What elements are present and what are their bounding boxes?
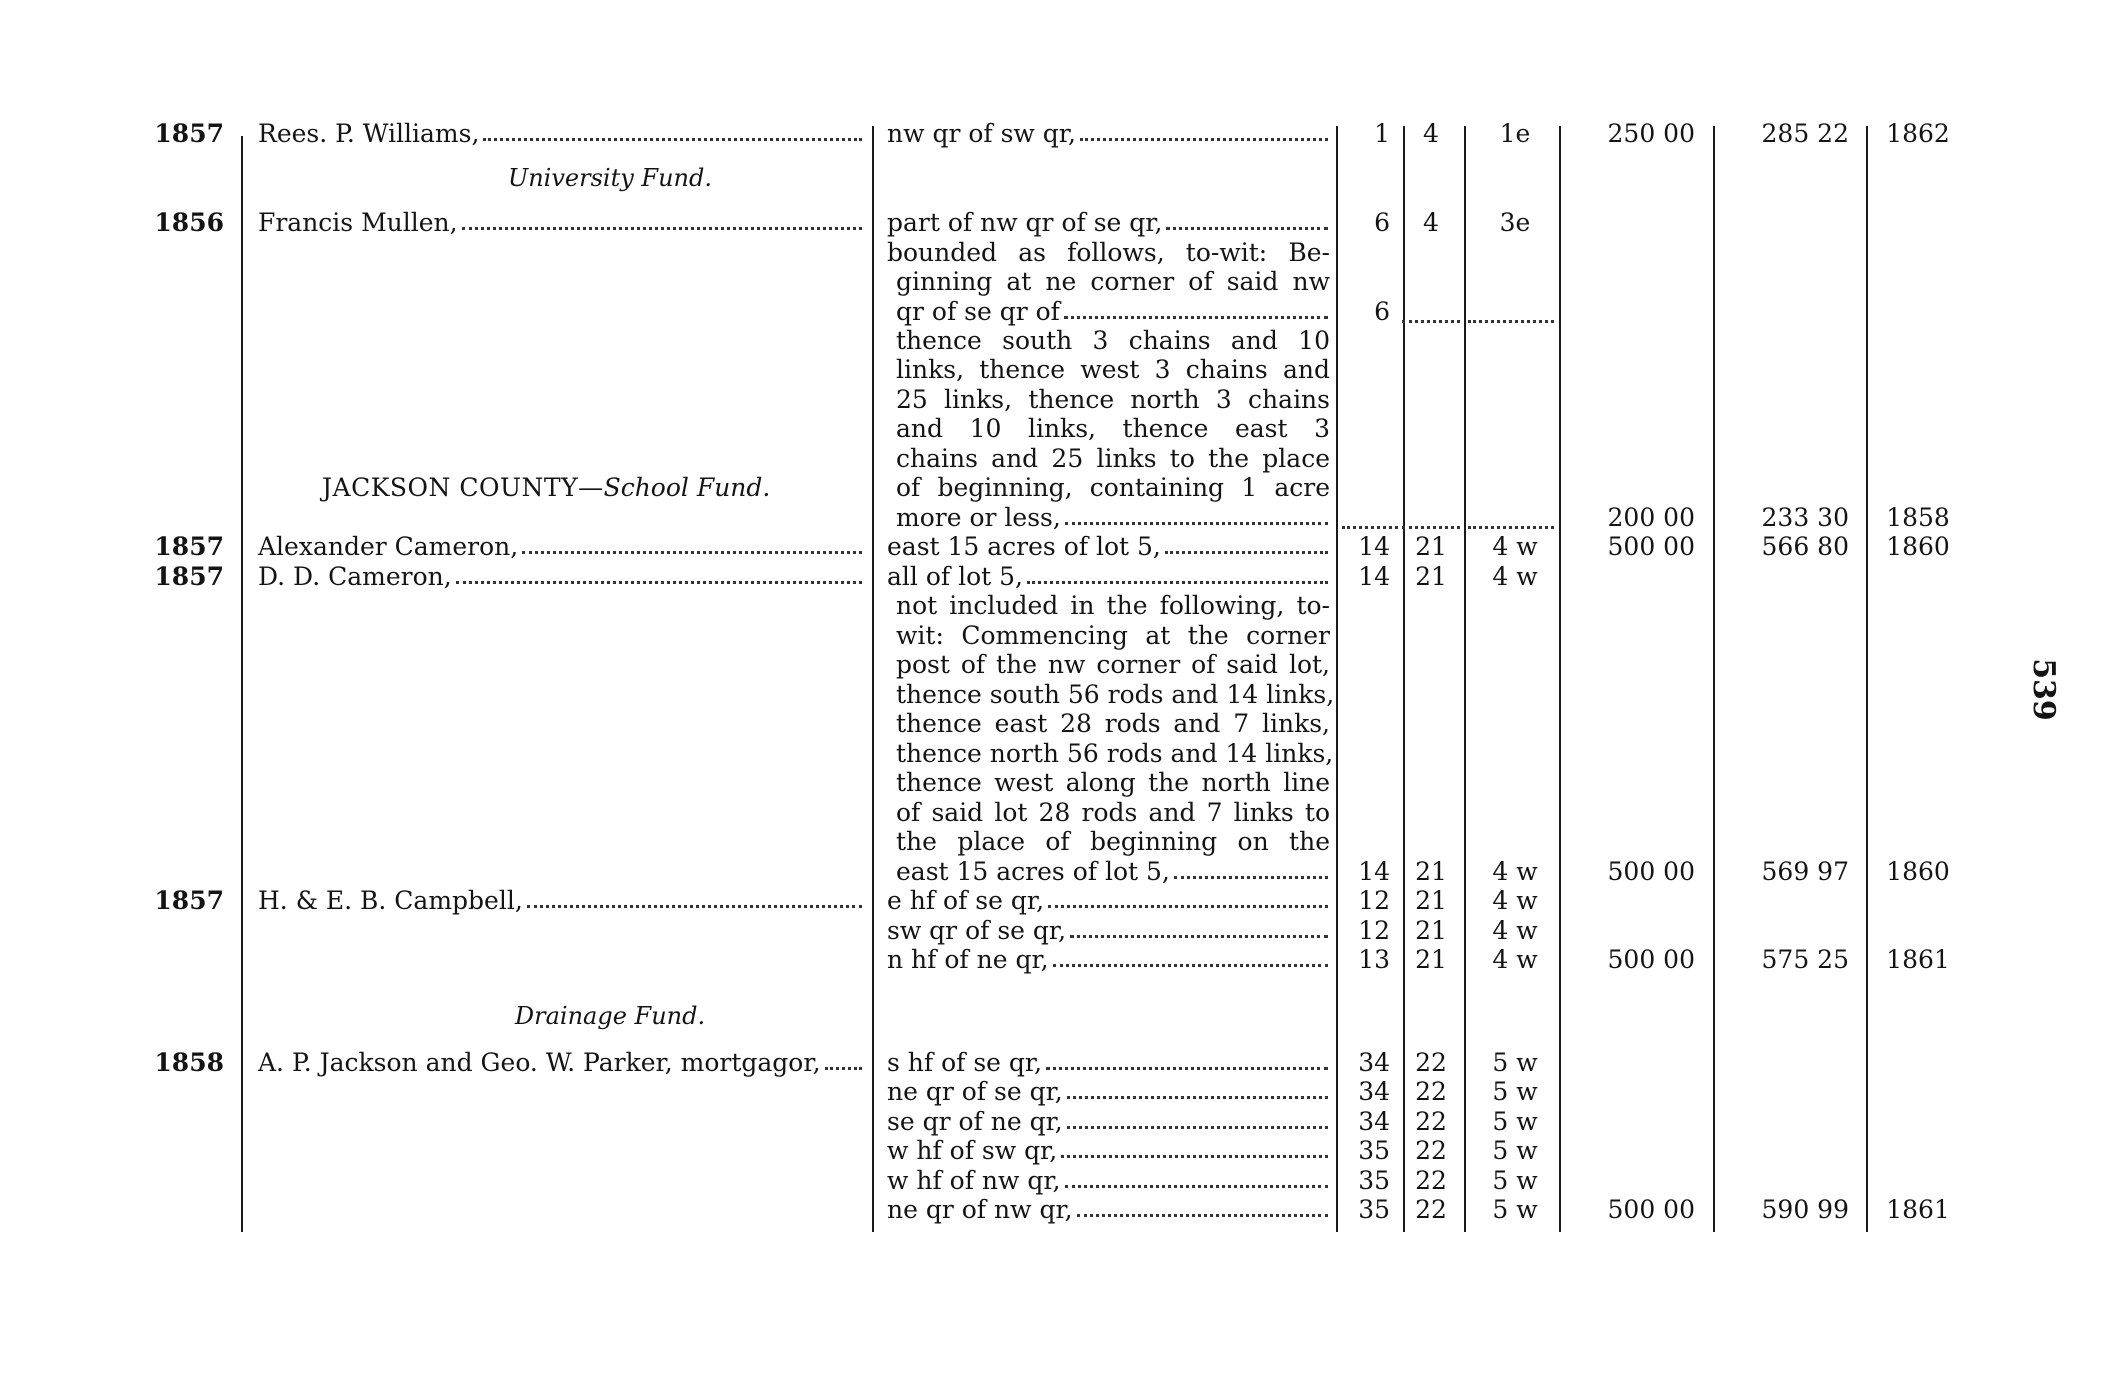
section-number: 14 bbox=[1358, 532, 1390, 561]
land-description-text: qr of se qr of bbox=[896, 297, 1060, 326]
township-number: 22 bbox=[1415, 1166, 1447, 1195]
sale-amount: 500 00 bbox=[1607, 1195, 1695, 1224]
range-number: 4 w bbox=[1492, 532, 1538, 561]
entry-year: 1857 bbox=[154, 532, 224, 561]
owner-name bbox=[258, 208, 864, 238]
land-description-text: east 15 acres of lot 5, bbox=[896, 857, 1170, 886]
land-description-text: ne qr of se qr, bbox=[887, 1077, 1063, 1106]
leader-dots bbox=[1065, 522, 1328, 525]
leader-dots bbox=[1065, 1185, 1329, 1188]
leader-dots bbox=[1468, 320, 1554, 323]
land-description bbox=[896, 503, 1330, 533]
section-number: 34 bbox=[1358, 1077, 1390, 1106]
leader-dots bbox=[1067, 1126, 1328, 1129]
redemption-year: 1860 bbox=[1886, 857, 1950, 886]
owner-name bbox=[258, 562, 864, 592]
sale-amount: 500 00 bbox=[1607, 857, 1695, 886]
land-description bbox=[887, 1136, 1330, 1166]
land-description bbox=[896, 650, 1330, 680]
section-number: 35 bbox=[1358, 1195, 1390, 1224]
county-heading bbox=[322, 473, 822, 503]
range-number: 3e bbox=[1499, 208, 1531, 237]
land-description-text: sw qr of se qr, bbox=[887, 916, 1067, 945]
leader-dots bbox=[1077, 1214, 1328, 1217]
township-number: 22 bbox=[1415, 1077, 1447, 1106]
range-number: 4 w bbox=[1492, 945, 1538, 974]
land-description bbox=[887, 532, 1330, 562]
range-number: 4 w bbox=[1492, 857, 1538, 886]
section-number: 14 bbox=[1358, 857, 1390, 886]
owner-name-text: Francis Mullen, bbox=[258, 208, 458, 237]
section-number: 35 bbox=[1358, 1166, 1390, 1195]
land-description-text: more or less, bbox=[896, 503, 1061, 532]
land-description bbox=[887, 1077, 1330, 1107]
county-fund: School Fund. bbox=[603, 473, 771, 502]
entry-year: 1857 bbox=[154, 562, 224, 591]
owner-name bbox=[258, 886, 864, 916]
sale-amount: 200 00 bbox=[1607, 503, 1695, 532]
land-description bbox=[896, 680, 1335, 710]
redemption-year: 1858 bbox=[1886, 503, 1950, 532]
land-description-text: ginning at ne corner of said nw bbox=[896, 267, 1330, 296]
land-description-text: not included in the following, to- bbox=[896, 591, 1330, 620]
township-number: 21 bbox=[1415, 886, 1447, 915]
land-description bbox=[896, 326, 1330, 356]
section-number: 35 bbox=[1358, 1136, 1390, 1165]
section-number: 13 bbox=[1358, 945, 1390, 974]
leader-dots bbox=[1080, 138, 1328, 141]
range-number: 5 w bbox=[1492, 1166, 1538, 1195]
page-number: 539 bbox=[2025, 658, 2061, 721]
owner-name-text: D. D. Cameron, bbox=[258, 562, 452, 591]
land-description-text: part of nw qr of se qr, bbox=[887, 208, 1163, 237]
township-number: 21 bbox=[1415, 562, 1447, 591]
township-number: 21 bbox=[1415, 916, 1447, 945]
land-description bbox=[896, 857, 1330, 887]
leader-dots bbox=[1061, 1155, 1328, 1158]
section-number: 6 bbox=[1374, 297, 1390, 326]
owner-name-text: A. P. Jackson and Geo. W. Parker, mortgagor, bbox=[258, 1048, 821, 1077]
leader-dots bbox=[1174, 876, 1328, 879]
column-rule-name bbox=[872, 126, 874, 1232]
leader-dots bbox=[1067, 1096, 1328, 1099]
land-description-text: w hf of nw qr, bbox=[887, 1166, 1061, 1195]
land-description-text: east 15 acres of lot 5, bbox=[887, 532, 1161, 561]
land-description bbox=[887, 562, 1330, 592]
land-description-text: of beginning, containing 1 acre bbox=[896, 473, 1330, 502]
land-description-text: all of lot 5, bbox=[887, 562, 1023, 591]
entry-year: 1856 bbox=[154, 208, 224, 237]
leader-dots bbox=[1402, 526, 1460, 529]
section-number: 1 bbox=[1374, 119, 1390, 148]
township-number: 21 bbox=[1415, 532, 1447, 561]
column-rule-year bbox=[241, 136, 243, 1232]
redemption-total: 569 97 bbox=[1761, 857, 1849, 886]
leader-dots bbox=[1166, 227, 1328, 230]
land-description bbox=[887, 1048, 1330, 1078]
leader-dots bbox=[1053, 964, 1328, 967]
owner-name-text: Alexander Cameron, bbox=[258, 532, 519, 561]
land-description-text: bounded as follows, to-wit: Be- bbox=[887, 238, 1330, 267]
redemption-year: 1862 bbox=[1886, 119, 1950, 148]
land-description-text: wit: Commencing at the corner bbox=[896, 621, 1330, 650]
land-description bbox=[896, 444, 1330, 474]
range-number: 5 w bbox=[1492, 1048, 1538, 1077]
redemption-total: 285 22 bbox=[1761, 119, 1849, 148]
land-description bbox=[896, 267, 1330, 297]
land-description-text: links, thence west 3 chains and bbox=[896, 355, 1330, 384]
leader-dots bbox=[1165, 551, 1328, 554]
land-description-text: se qr of ne qr, bbox=[887, 1107, 1063, 1136]
land-description bbox=[896, 414, 1330, 444]
township-number: 22 bbox=[1415, 1107, 1447, 1136]
land-description bbox=[896, 473, 1330, 503]
column-rule-total bbox=[1866, 126, 1868, 1232]
land-description bbox=[896, 798, 1330, 828]
land-description bbox=[887, 208, 1330, 238]
redemption-year: 1860 bbox=[1886, 532, 1950, 561]
land-description-text: thence east 28 rods and 7 links, bbox=[896, 709, 1330, 738]
land-description-text: chains and 25 links to the place bbox=[896, 444, 1330, 473]
range-number: 5 w bbox=[1492, 1195, 1538, 1224]
range-number: 4 w bbox=[1492, 886, 1538, 915]
owner-name-text: Rees. P. Williams, bbox=[258, 119, 480, 148]
land-description bbox=[887, 119, 1330, 149]
land-description-text: w hf of sw qr, bbox=[887, 1136, 1058, 1165]
range-number: 4 w bbox=[1492, 916, 1538, 945]
sale-amount: 250 00 bbox=[1607, 119, 1695, 148]
column-rule-description bbox=[1336, 126, 1338, 1232]
land-description bbox=[887, 1195, 1330, 1225]
redemption-year: 1861 bbox=[1886, 945, 1950, 974]
section-number: 12 bbox=[1358, 916, 1390, 945]
township-number: 22 bbox=[1415, 1195, 1447, 1224]
range-number: 5 w bbox=[1492, 1077, 1538, 1106]
leader-dots bbox=[1342, 526, 1398, 529]
land-description bbox=[887, 1107, 1330, 1137]
owner-name bbox=[258, 1048, 864, 1078]
entry-year: 1858 bbox=[154, 1048, 224, 1077]
land-description-text: ne qr of nw qr, bbox=[887, 1195, 1073, 1224]
land-description-text: thence north 56 rods and 14 links, bbox=[896, 739, 1334, 768]
entry-year: 1857 bbox=[154, 119, 224, 148]
owner-name bbox=[258, 532, 864, 562]
leader-dots bbox=[1048, 905, 1328, 908]
land-description bbox=[896, 385, 1330, 415]
section-number: 12 bbox=[1358, 886, 1390, 915]
land-description bbox=[896, 768, 1330, 798]
land-description-text: the place of beginning on the bbox=[896, 827, 1330, 856]
leader-dots bbox=[462, 227, 862, 230]
section-number: 14 bbox=[1358, 562, 1390, 591]
land-description-text: and 10 links, thence east 3 bbox=[896, 414, 1330, 443]
sale-amount: 500 00 bbox=[1607, 945, 1695, 974]
land-description bbox=[887, 1166, 1330, 1196]
column-rule-amount bbox=[1713, 126, 1715, 1232]
land-description-text: nw qr of sw qr, bbox=[887, 119, 1076, 148]
leader-dots bbox=[483, 138, 862, 141]
land-description-text: thence south 56 rods and 14 links, bbox=[896, 680, 1335, 709]
range-number: 4 w bbox=[1492, 562, 1538, 591]
land-description-text: n hf of ne qr, bbox=[887, 945, 1049, 974]
land-description bbox=[896, 709, 1330, 739]
leader-dots bbox=[527, 905, 862, 908]
leader-dots bbox=[522, 551, 862, 554]
column-rule-township bbox=[1464, 126, 1466, 1232]
leader-dots bbox=[1402, 320, 1460, 323]
leader-dots bbox=[825, 1067, 862, 1070]
section-number: 34 bbox=[1358, 1107, 1390, 1136]
land-description-text: thence west along the north line bbox=[896, 768, 1330, 797]
land-description-text: e hf of se qr, bbox=[887, 886, 1045, 915]
township-number: 22 bbox=[1415, 1048, 1447, 1077]
range-number: 1e bbox=[1499, 119, 1531, 148]
land-description bbox=[887, 945, 1330, 975]
land-description bbox=[887, 886, 1330, 916]
leader-dots bbox=[1046, 1067, 1328, 1070]
land-description bbox=[887, 916, 1330, 946]
land-description bbox=[887, 238, 1330, 268]
owner-name-text: H. & E. B. Campbell, bbox=[258, 886, 523, 915]
redemption-total: 566 80 bbox=[1761, 532, 1849, 561]
county-name: JACKSON COUNTY— bbox=[322, 473, 604, 502]
land-description-text: s hf of se qr, bbox=[887, 1048, 1043, 1077]
land-description bbox=[896, 297, 1330, 327]
township-number: 21 bbox=[1415, 945, 1447, 974]
entry-year: 1857 bbox=[154, 886, 224, 915]
township-number: 4 bbox=[1423, 119, 1439, 148]
township-number: 4 bbox=[1423, 208, 1439, 237]
range-number: 5 w bbox=[1492, 1136, 1538, 1165]
leader-dots bbox=[1468, 526, 1554, 529]
fund-heading: Drainage Fund. bbox=[514, 1002, 706, 1030]
land-description-text: of said lot 28 rods and 7 links to bbox=[896, 798, 1330, 827]
redemption-total: 575 25 bbox=[1761, 945, 1849, 974]
owner-name bbox=[258, 119, 864, 149]
redemption-total: 233 30 bbox=[1761, 503, 1849, 532]
redemption-total: 590 99 bbox=[1761, 1195, 1849, 1224]
redemption-year: 1861 bbox=[1886, 1195, 1950, 1224]
land-description bbox=[896, 827, 1330, 857]
land-description-text: 25 links, thence north 3 chains bbox=[896, 385, 1330, 414]
leader-dots bbox=[1027, 581, 1328, 584]
land-description bbox=[896, 355, 1330, 385]
range-number: 5 w bbox=[1492, 1107, 1538, 1136]
section-number: 34 bbox=[1358, 1048, 1390, 1077]
land-description bbox=[896, 739, 1334, 769]
land-description-text: post of the nw corner of said lot, bbox=[896, 650, 1330, 679]
township-number: 21 bbox=[1415, 857, 1447, 886]
leader-dots bbox=[456, 581, 862, 584]
fund-heading: University Fund. bbox=[508, 164, 712, 192]
leader-dots bbox=[1070, 935, 1328, 938]
township-number: 22 bbox=[1415, 1136, 1447, 1165]
leader-dots bbox=[1064, 316, 1328, 319]
section-number: 6 bbox=[1374, 208, 1390, 237]
land-description bbox=[896, 591, 1330, 621]
land-description-text: thence south 3 chains and 10 bbox=[896, 326, 1330, 355]
land-description bbox=[896, 621, 1330, 651]
sale-amount: 500 00 bbox=[1607, 532, 1695, 561]
